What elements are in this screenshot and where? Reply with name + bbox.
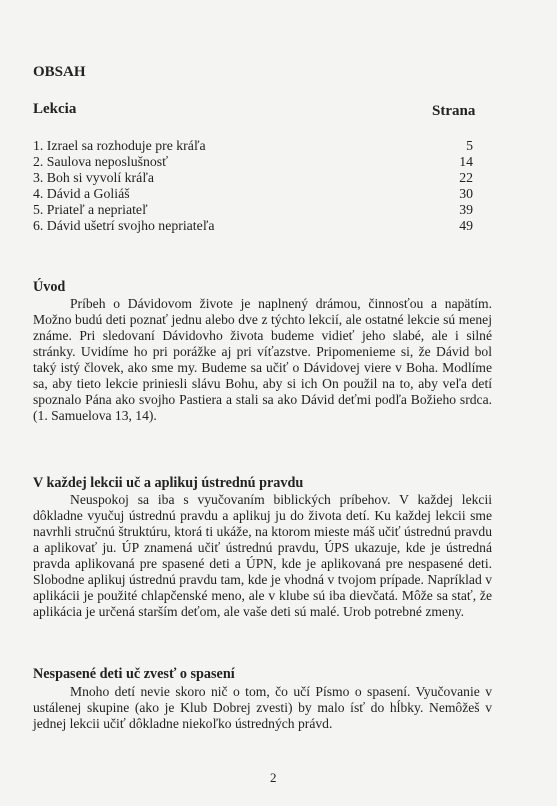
- intro-heading: Úvod: [33, 279, 66, 295]
- section-salvation-paragraph: [33, 684, 492, 732]
- toc-item-page: 22: [459, 170, 473, 185]
- toc-column-lesson: Lekcia: [33, 101, 77, 117]
- section-central-truth-text: Neuspokoj sa iba s vyučovaním biblických príbehov. V každej lekcii dôkladne vyučuj ústrednú pravdu a aplikuj ju do života detí. Ku každej lekcii sme navrhli stručnú štruktúru, ktorá ti ukáže, na ktorom mieste máš učiť ústrednú pravdu a aplikovať ju. ÚP znamená učiť ústrednú pravdu, ÚPS ukazuje, kde je ústredná pravda aplikovaná pre spasené deti a ÚPN, kde je aplikovaná pre nespasené deti. Slobodne aplikuj ústrednú pravdu tam, kde je vhodná v tvojom prípade. Napríklad v aplikácii je použité chlapčenské meno, ale v klube sú iba dievčatá. Môže sa stať, že aplikácia je určená starším deťom, ale vaše deti sú malé. Urob potrebné zmeny.: [33, 492, 492, 619]
- toc-item-title: 6. Dávid ušetrí svojho nepriateľa: [33, 218, 215, 233]
- section-salvation-text: Mnoho detí nevie skoro nič o tom, čo učí Písmo o spasení. Vyučovanie v ustálenej skupine (ako je Klub Dobrej zvesti) by malo ísť do hĺbky. Nemôžeš v jednej lekcii učiť dôkladne niekoľko ústredných právd.: [33, 684, 492, 731]
- toc-item-title: 5. Priateľ a nepriateľ: [33, 202, 148, 217]
- intro-text: Príbeh o Dávidovom živote je naplnený drámou, činnosťou a napätím. Možno budú deti poznať jednu alebo dve z týchto lekcií, ale ostatné lekcie sú menej známe. Pri sledovaní Dávidovho života budeme vidieť jeho slabé, ale i silné stránky. Uvidíme ho pri porážke aj pri víťazstve. Pripomenieme si, že Dávid bol taký istý človek, ako sme my. Budeme sa učiť o Dávidovej viere v Boha. Modlíme sa, aby tieto lekcie priniesli slávu Bohu, aby si ich On použil na to, aby veľa detí spoznalo Pána ako svojho Pastiera a stali sa ako Dávid deťmi podľa Božieho srdca. (1. Samuelova 13, 14).: [33, 296, 492, 423]
- toc-list: [33, 138, 473, 234]
- section-salvation-heading: Nespasené deti uč zvesť o spasení: [33, 666, 235, 682]
- toc-item-title: 2. Saulova neposlušnosť: [33, 154, 169, 169]
- toc-item-page: 49: [459, 218, 473, 233]
- toc-item-title: 1. Izrael sa rozhoduje pre kráľa: [33, 138, 206, 153]
- intro-paragraph: [33, 296, 492, 424]
- section-central-truth-heading: V každej lekcii uč a aplikuj ústrednú pravdu: [33, 475, 304, 491]
- toc-item-page: 30: [459, 186, 473, 201]
- toc-item: [33, 218, 473, 234]
- toc-item: [33, 154, 473, 170]
- toc-item: [33, 202, 473, 218]
- toc-item: [33, 170, 473, 186]
- section-central-truth-paragraph: [33, 492, 492, 620]
- toc-item-page: 5: [466, 138, 473, 153]
- page-number: 2: [270, 770, 277, 785]
- toc-item-page: 39: [459, 202, 473, 217]
- toc-heading: OBSAH: [33, 64, 86, 80]
- toc-item: [33, 138, 473, 154]
- toc-item: [33, 186, 473, 202]
- toc-item-page: 14: [459, 154, 473, 169]
- toc-item-title: 3. Boh si vyvolí kráľa: [33, 170, 154, 185]
- toc-column-page: Strana: [432, 103, 476, 119]
- toc-item-title: 4. Dávid a Goliáš: [33, 186, 130, 201]
